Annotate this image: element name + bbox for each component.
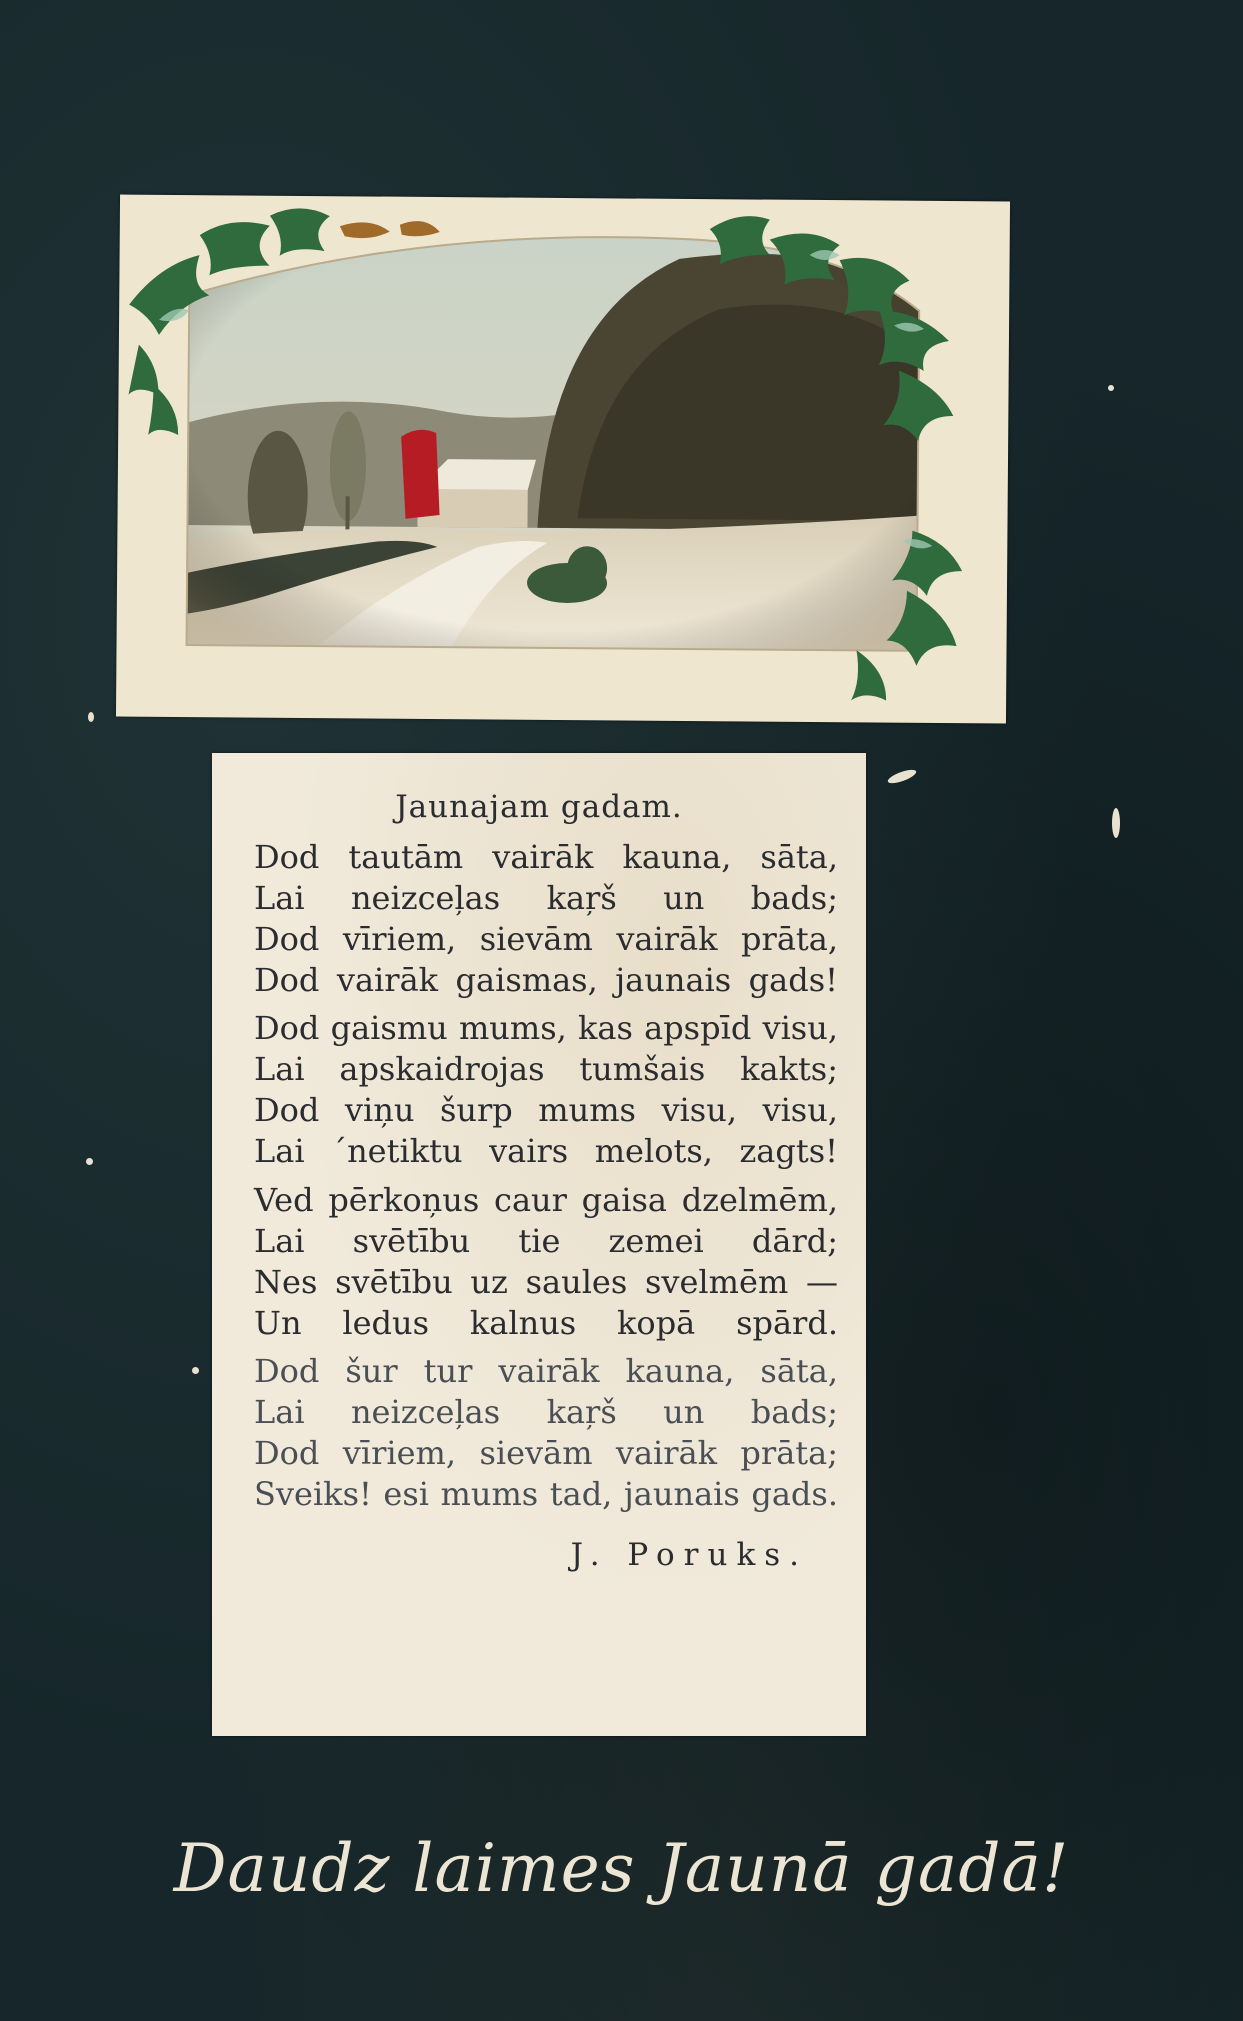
paper-damage-speck — [88, 712, 94, 722]
paper-damage-speck — [192, 1367, 199, 1374]
poem-card — [212, 753, 866, 1736]
scene — [176, 225, 939, 661]
poem-line: Lai neizceļas kaŗš un bads; — [254, 1393, 838, 1431]
poem-line: Lai ´netiktu vairs melots, zagts! — [254, 1132, 838, 1170]
landscape-illustration — [116, 195, 1010, 724]
paper-damage-speck — [86, 1158, 93, 1165]
winter-landscape-picture — [116, 195, 1010, 724]
poem-line: Dod vairāk gaismas, jaunais gads! — [254, 961, 838, 999]
poem-stanza-1 — [254, 837, 838, 1001]
poem-title: Jaunajam gadam. — [395, 789, 683, 825]
paper-damage-speck — [886, 767, 917, 786]
poem-line: Lai svētību tie zemei dārd; — [254, 1222, 838, 1260]
poem-line: Lai neizceļas kaŗš un bads; — [254, 879, 838, 917]
poem-line: Dod tautām vairāk kauna, sāta, — [254, 838, 838, 876]
poem-stanza-3 — [254, 1180, 838, 1344]
poem-line: Sveiks! esi mums tad, jaunais gads. — [254, 1475, 838, 1513]
new-year-greeting: Daudz laimes Jaunā gadā! — [173, 1830, 1070, 1907]
poem-line: Lai apskaidrojas tumšais kakts; — [254, 1050, 838, 1088]
paper-damage-speck — [1108, 385, 1114, 391]
poem-line: Dod gaismu mums, kas apspīd visu, — [254, 1009, 838, 1047]
poem-line: Dod šur tur vairāk kauna, sāta, — [254, 1352, 838, 1390]
poem-author: J. Poruks. — [570, 1537, 808, 1573]
poem-stanza-4 — [254, 1351, 838, 1515]
poem-line: Dod viņu šurp mums visu, visu, — [254, 1091, 838, 1129]
poem-line: Nes svētību uz saules svelmēm — — [254, 1263, 838, 1301]
poem-stanza-2 — [254, 1008, 838, 1172]
poem-line: Ved pērkoņus caur gaisa dzelmēm, — [254, 1181, 838, 1219]
poem-line: Un ledus kalnus kopā spārd. — [254, 1304, 838, 1342]
paper-damage-speck — [1112, 808, 1120, 838]
poem-line: Dod vīriem, sievām vairāk prāta; — [254, 1434, 838, 1472]
poem-line: Dod vīriem, sievām vairāk prāta, — [254, 920, 838, 958]
